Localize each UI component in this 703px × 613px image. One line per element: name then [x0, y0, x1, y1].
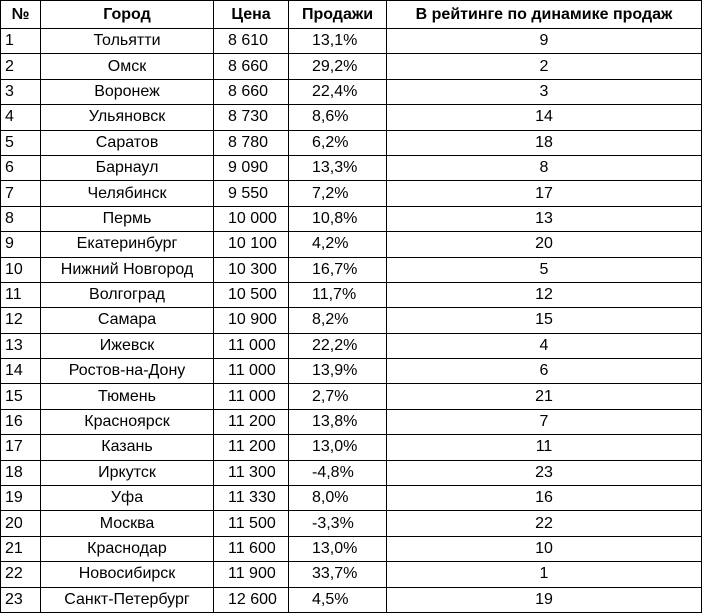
- cell-price: 11 000: [214, 333, 289, 358]
- cell-city: Красноярск: [41, 409, 214, 434]
- cell-rating: 15: [387, 308, 702, 333]
- cell-number: 21: [1, 536, 41, 561]
- cell-number: 4: [1, 105, 41, 130]
- cell-price: 9 090: [214, 155, 289, 180]
- cell-rating: 20: [387, 232, 702, 257]
- cell-rating: 14: [387, 105, 702, 130]
- table-row: [1, 282, 702, 307]
- table-row: [1, 54, 702, 79]
- table-row: [1, 359, 702, 384]
- table-row: [1, 206, 702, 231]
- cell-sales: 16,7%: [289, 257, 387, 282]
- cell-city: Ростов-на-Дону: [41, 359, 214, 384]
- cell-sales: 4,5%: [289, 587, 387, 612]
- cell-number: 18: [1, 460, 41, 485]
- cell-price: 10 000: [214, 206, 289, 231]
- cell-city: Самара: [41, 308, 214, 333]
- cell-sales: 8,2%: [289, 308, 387, 333]
- cell-rating: 22: [387, 511, 702, 536]
- cell-number: 15: [1, 384, 41, 409]
- table-body: [1, 29, 702, 613]
- cell-price: 8 780: [214, 130, 289, 155]
- table-row: [1, 105, 702, 130]
- cell-city: Омск: [41, 54, 214, 79]
- cell-sales: 7,2%: [289, 181, 387, 206]
- table-row: [1, 587, 702, 612]
- cell-price: 10 900: [214, 308, 289, 333]
- cell-sales: 8,0%: [289, 486, 387, 511]
- cell-price: 11 000: [214, 359, 289, 384]
- cell-rating: 5: [387, 257, 702, 282]
- cell-price: 11 200: [214, 409, 289, 434]
- cell-number: 14: [1, 359, 41, 384]
- cell-city: Иркутск: [41, 460, 214, 485]
- table-row: [1, 232, 702, 257]
- cell-rating: 18: [387, 130, 702, 155]
- table-row: [1, 460, 702, 485]
- cell-rating: 7: [387, 409, 702, 434]
- header-number: №: [1, 1, 41, 29]
- cell-number: 22: [1, 562, 41, 587]
- cell-rating: 23: [387, 460, 702, 485]
- cell-rating: 6: [387, 359, 702, 384]
- table-row: [1, 333, 702, 358]
- cell-sales: -4,8%: [289, 460, 387, 485]
- cell-sales: 13,8%: [289, 409, 387, 434]
- cell-sales: 33,7%: [289, 562, 387, 587]
- cell-number: 3: [1, 79, 41, 104]
- cell-price: 8 610: [214, 29, 289, 54]
- cell-number: 10: [1, 257, 41, 282]
- cell-rating: 1: [387, 562, 702, 587]
- cell-price: 11 200: [214, 435, 289, 460]
- table-row: [1, 409, 702, 434]
- table-row: [1, 536, 702, 561]
- cell-rating: 17: [387, 181, 702, 206]
- cell-price: 11 500: [214, 511, 289, 536]
- cell-rating: 3: [387, 79, 702, 104]
- cell-sales: 13,9%: [289, 359, 387, 384]
- cell-price: 11 300: [214, 460, 289, 485]
- table-row: [1, 562, 702, 587]
- cell-rating: 16: [387, 486, 702, 511]
- cell-rating: 19: [387, 587, 702, 612]
- table-row: [1, 384, 702, 409]
- cell-city: Пермь: [41, 206, 214, 231]
- cell-city: Ульяновск: [41, 105, 214, 130]
- cell-rating: 10: [387, 536, 702, 561]
- cell-city: Волгоград: [41, 282, 214, 307]
- cell-city: Краснодар: [41, 536, 214, 561]
- cell-number: 11: [1, 282, 41, 307]
- cell-city: Ижевск: [41, 333, 214, 358]
- cell-sales: 22,2%: [289, 333, 387, 358]
- table-row: [1, 79, 702, 104]
- cell-number: 1: [1, 29, 41, 54]
- cell-sales: 22,4%: [289, 79, 387, 104]
- cell-rating: 21: [387, 384, 702, 409]
- cell-price: 8 660: [214, 79, 289, 104]
- cell-rating: 13: [387, 206, 702, 231]
- cell-price: 11 330: [214, 486, 289, 511]
- cell-number: 20: [1, 511, 41, 536]
- cell-city: Челябинск: [41, 181, 214, 206]
- cell-number: 7: [1, 181, 41, 206]
- cell-price: 12 600: [214, 587, 289, 612]
- cell-price: 10 100: [214, 232, 289, 257]
- header-sales: Продажи: [289, 1, 387, 29]
- cell-rating: 9: [387, 29, 702, 54]
- cell-sales: 10,8%: [289, 206, 387, 231]
- cell-city: Нижний Новгород: [41, 257, 214, 282]
- cell-city: Екатеринбург: [41, 232, 214, 257]
- cell-rating: 2: [387, 54, 702, 79]
- cell-city: Барнаул: [41, 155, 214, 180]
- cell-city: Саратов: [41, 130, 214, 155]
- cell-number: 2: [1, 54, 41, 79]
- table-row: [1, 29, 702, 54]
- cell-number: 13: [1, 333, 41, 358]
- cell-number: 6: [1, 155, 41, 180]
- cell-sales: 29,2%: [289, 54, 387, 79]
- table-row: [1, 155, 702, 180]
- cell-sales: 13,0%: [289, 536, 387, 561]
- header-rating: В рейтинге по динамике продаж: [387, 1, 702, 29]
- cell-rating: 4: [387, 333, 702, 358]
- table-row: [1, 486, 702, 511]
- cell-price: 10 300: [214, 257, 289, 282]
- cell-number: 16: [1, 409, 41, 434]
- cell-rating: 11: [387, 435, 702, 460]
- table-row: [1, 435, 702, 460]
- cell-price: 11 900: [214, 562, 289, 587]
- cell-number: 5: [1, 130, 41, 155]
- cell-sales: 13,3%: [289, 155, 387, 180]
- cell-number: 8: [1, 206, 41, 231]
- cell-price: 10 500: [214, 282, 289, 307]
- cell-rating: 8: [387, 155, 702, 180]
- cell-rating: 12: [387, 282, 702, 307]
- table-row: [1, 130, 702, 155]
- cell-price: 11 600: [214, 536, 289, 561]
- cell-number: 17: [1, 435, 41, 460]
- cell-city: Тюмень: [41, 384, 214, 409]
- cell-sales: 6,2%: [289, 130, 387, 155]
- cell-price: 11 000: [214, 384, 289, 409]
- cell-sales: 13,0%: [289, 435, 387, 460]
- cell-sales: 2,7%: [289, 384, 387, 409]
- cell-number: 12: [1, 308, 41, 333]
- cell-city: Новосибирск: [41, 562, 214, 587]
- cell-number: 9: [1, 232, 41, 257]
- cell-city: Казань: [41, 435, 214, 460]
- cell-sales: 13,1%: [289, 29, 387, 54]
- cell-sales: 8,6%: [289, 105, 387, 130]
- cell-city: Санкт-Петербург: [41, 587, 214, 612]
- cell-sales: 4,2%: [289, 232, 387, 257]
- header-price: Цена: [214, 1, 289, 29]
- table-header-row: [1, 1, 702, 29]
- cell-price: 8 660: [214, 54, 289, 79]
- table-row: [1, 257, 702, 282]
- cell-sales: 11,7%: [289, 282, 387, 307]
- table-row: [1, 511, 702, 536]
- table-row: [1, 181, 702, 206]
- cell-number: 19: [1, 486, 41, 511]
- header-city: Город: [41, 1, 214, 29]
- table-row: [1, 308, 702, 333]
- cell-city: Уфа: [41, 486, 214, 511]
- cell-number: 23: [1, 587, 41, 612]
- cell-price: 8 730: [214, 105, 289, 130]
- cell-price: 9 550: [214, 181, 289, 206]
- cell-city: Тольятти: [41, 29, 214, 54]
- cell-sales: -3,3%: [289, 511, 387, 536]
- cell-city: Воронеж: [41, 79, 214, 104]
- cell-city: Москва: [41, 511, 214, 536]
